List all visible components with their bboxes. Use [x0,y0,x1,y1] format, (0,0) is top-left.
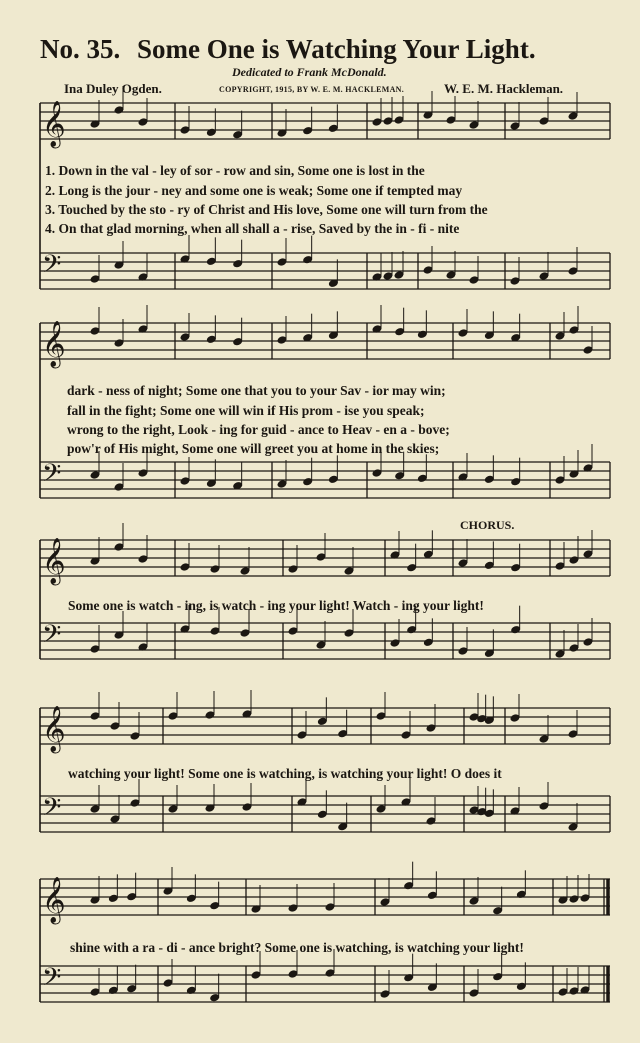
copyright-notice: COPYRIGHT, 1915, BY W. E. M. HACKLEMAN. [219,85,405,94]
treble-clef: 𝄞 [42,101,66,147]
lyricist: Ina Duley Ogden. [64,81,162,96]
verse-1-line-b: dark - ness of night; Some one that you to your Sav - ior may win; [67,383,446,398]
dedication: Dedicated to Frank McDonald. [232,65,387,79]
composer: W. E. M. Hackleman. [444,81,564,96]
treble-clef: 𝄞 [42,321,66,367]
bass-clef: 𝄢 [42,793,62,828]
chorus-line-2: watching your light! Some one is watching, is watching your light! O does it [68,766,502,781]
chorus-line-3: shine with a ra - di - ance bright? Some one is watching, is watching your light! [70,940,524,955]
verse-2-line-b: fall in the fight; Some one will win if His prom - ise you speak; [67,403,425,418]
bass-clef: 𝄢 [42,620,62,655]
bass-clef: 𝄢 [42,963,62,998]
chorus-label: CHORUS. [460,518,515,532]
bass-clef: 𝄢 [42,250,62,285]
hymn-title: Some One is Watching Your Light. [137,34,536,64]
verse-2-line-a: 2. Long is the jour - ney and some one is weak; Some one if tempted may [45,183,463,198]
bass-clef: 𝄢 [42,459,62,494]
verse-3-line-b: wrong to the right, Look - ing for guid - ance to Heav - en a - bove; [67,422,450,437]
verse-4-line-a: 4. On that glad morning, when all shall a - rise, Saved by the in - fi - nite [45,221,460,236]
chorus-line-1: Some one is watch - ing, is watch - ing your light! Watch - ing your light! [68,598,484,613]
hymn-number: No. 35. [40,34,121,64]
verse-3-line-a: 3. Touched by the sto - ry of Christ and His love, Some one will turn from the [45,202,488,217]
verse-4-line-b: pow'r of His might, Some one will greet you at home in the skies; [67,441,440,456]
treble-clef: 𝄞 [42,706,66,752]
treble-clef: 𝄞 [42,877,66,923]
verse-1-line-a: 1. Down in the val - ley of sor - row and sin, Some one is lost in the [45,163,425,178]
treble-clef: 𝄞 [42,538,66,584]
